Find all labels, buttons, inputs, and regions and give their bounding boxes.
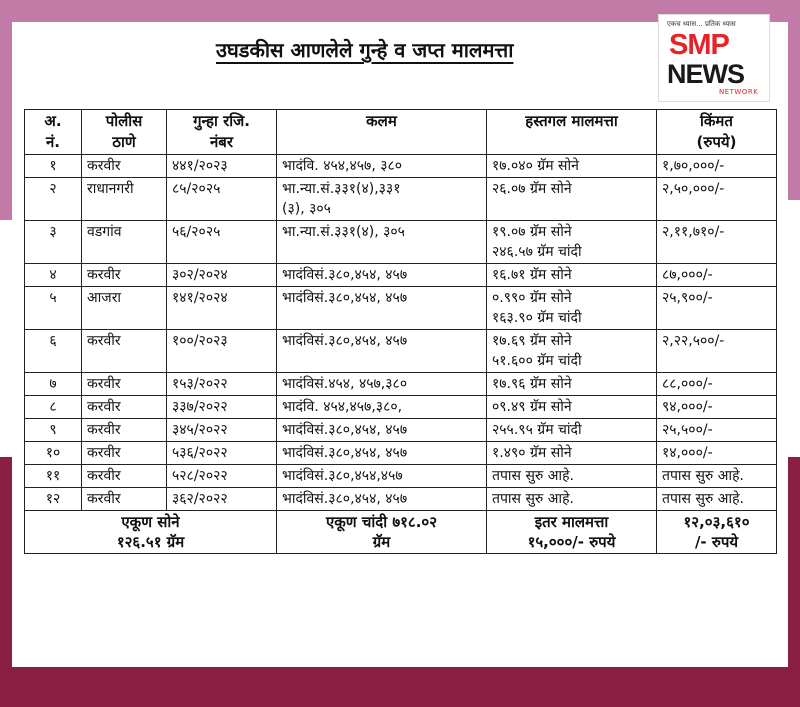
cell-sections-text: भादंविसं.४५४, ४५७,३८० — [282, 376, 408, 392]
cell-sections-text: भा.न्या.सं.३३१(४), ३०५ — [282, 224, 405, 240]
cell-case-number — [167, 221, 277, 264]
cell-value-text: २,५०,०००/- — [662, 181, 725, 197]
header-value — [657, 110, 777, 155]
header-case-number-line: नंबर — [209, 133, 234, 151]
logo-brand-bottom: NEWS — [667, 59, 744, 89]
cell-police-station-text: करवीर — [87, 333, 121, 349]
cell-serial-no — [25, 287, 82, 330]
cell-serial-no-text: ११ — [45, 468, 61, 484]
cell-seized-property-text: २६.०७ ग्रॅम सोने — [492, 181, 572, 197]
cell-case-number — [167, 419, 277, 442]
cell-value — [657, 178, 777, 221]
cell-value-text: तपास सुरु आहे. — [662, 491, 744, 507]
cell-seized-property — [487, 264, 657, 287]
cell-seized-property — [487, 465, 657, 488]
cell-serial-no-text: ७ — [49, 376, 57, 392]
cell-seized-property-text: ०९.४९ ग्रॅम सोने — [492, 399, 572, 415]
cell-value — [657, 465, 777, 488]
cell-value — [657, 330, 777, 373]
cell-seized-property-text: १६.७१ ग्रॅम सोने — [492, 267, 572, 283]
other-property-cell — [487, 511, 657, 554]
cell-serial-no — [25, 373, 82, 396]
total-gold-value: १२६.५१ ग्रॅम — [116, 533, 185, 551]
smp-news-logo — [658, 14, 770, 102]
cell-serial-no — [25, 264, 82, 287]
header-police-station-line: ठाणे — [112, 133, 136, 151]
cell-sections — [277, 264, 487, 287]
cell-serial-no-text: ५ — [49, 290, 57, 306]
cell-sections — [277, 287, 487, 330]
cell-case-number — [167, 488, 277, 511]
header-seized-property — [487, 110, 657, 155]
total-silver-unit: ग्रॅम — [372, 533, 391, 551]
logo-brand-top: SMP — [669, 29, 729, 61]
cell-serial-no — [25, 396, 82, 419]
cell-police-station — [82, 396, 167, 419]
cell-police-station-text: करवीर — [87, 422, 121, 438]
header-seized-property-line: हस्तगल मालमत्ता — [525, 112, 618, 130]
cell-serial-no — [25, 419, 82, 442]
cell-case-number — [167, 178, 277, 221]
cell-seized-property-text: १६३.९० ग्रॅम चांदी — [492, 310, 582, 326]
cell-serial-no-text: ९ — [49, 422, 57, 438]
cell-value-text: ८८,०००/- — [662, 376, 713, 392]
header-case-number — [167, 110, 277, 155]
cell-value-text: २,२२,५००/- — [662, 333, 725, 349]
header-serial-no-line: नं. — [45, 133, 61, 151]
cell-sections-text: (३), ३०५ — [282, 201, 331, 217]
header-police-station — [82, 110, 167, 155]
cell-sections-text: भादंविसं.३८०,४५४, ४५७ — [282, 290, 408, 306]
cell-serial-no — [25, 178, 82, 221]
cell-seized-property-text: १७.९६ ग्रॅम सोने — [492, 376, 572, 392]
cell-seized-property-text: २५५.९५ ग्रॅम चांदी — [492, 422, 582, 438]
cell-serial-no-text: ६ — [49, 333, 57, 349]
cell-case-number-text: १००/२०२३ — [172, 333, 228, 349]
cell-seized-property-text: १७.०४० ग्रॅम सोने — [492, 158, 579, 174]
cell-police-station-text: वडगांव — [87, 224, 122, 240]
cell-value-text: १,७०,०००/- — [662, 158, 725, 174]
cell-serial-no — [25, 465, 82, 488]
table-row — [25, 330, 777, 373]
cell-police-station-text: करवीर — [87, 399, 121, 415]
cell-case-number-text: ८५/२०२५ — [172, 181, 221, 197]
cell-case-number — [167, 287, 277, 330]
cell-police-station-text: करवीर — [87, 491, 121, 507]
cell-sections — [277, 442, 487, 465]
cell-seized-property-text: १७.६९ ग्रॅम सोने — [492, 333, 572, 349]
cell-seized-property — [487, 287, 657, 330]
other-property-label: इतर मालमत्ता — [534, 513, 609, 531]
cell-case-number-text: ४४१/२०२३ — [172, 158, 228, 174]
cell-sections — [277, 330, 487, 373]
cell-police-station — [82, 221, 167, 264]
logo-brand-sub: NETWORK — [719, 88, 759, 96]
cell-police-station-text: करवीर — [87, 445, 121, 461]
table-row — [25, 488, 777, 511]
cell-value-text: ९४,०००/- — [662, 399, 713, 415]
cell-sections-text: भादंविसं.३८०,४५४, ४५७ — [282, 333, 408, 349]
cell-seized-property-text: ५१.६०० ग्रॅम चांदी — [492, 353, 582, 369]
cell-seized-property — [487, 442, 657, 465]
cell-sections-text: भादंविसं.३८०,४५४, ४५७ — [282, 445, 408, 461]
cell-serial-no-text: ३ — [49, 224, 57, 240]
cell-seized-property — [487, 155, 657, 178]
total-gold-cell — [25, 511, 277, 554]
cell-serial-no — [25, 488, 82, 511]
cell-seized-property — [487, 488, 657, 511]
cell-seized-property — [487, 330, 657, 373]
cell-case-number — [167, 465, 277, 488]
cell-police-station-text: करवीर — [87, 267, 121, 283]
cell-case-number-text: ३६२/२०२२ — [172, 491, 228, 507]
cell-serial-no-text: ४ — [49, 267, 57, 283]
cell-sections — [277, 155, 487, 178]
table-row — [25, 465, 777, 488]
cell-seized-property — [487, 419, 657, 442]
cell-police-station — [82, 488, 167, 511]
cell-case-number-text: १४१/२०२४ — [172, 290, 228, 306]
cell-seized-property-text: २४६.५७ ग्रॅम चांदी — [492, 244, 582, 260]
cell-sections — [277, 396, 487, 419]
cell-value-text: २५,९००/- — [662, 290, 713, 306]
cell-police-station-text: करवीर — [87, 468, 121, 484]
cell-value — [657, 221, 777, 264]
grand-total-value: १२,०३,६१० — [683, 513, 750, 531]
cell-seized-property — [487, 373, 657, 396]
cell-police-station — [82, 442, 167, 465]
cell-seized-property — [487, 178, 657, 221]
total-silver-label: एकूण चांदी ७१८.०२ — [325, 513, 438, 531]
header-serial-no — [25, 110, 82, 155]
background-band-bottom-right — [786, 457, 800, 707]
header-police-station-line: पोलीस — [105, 112, 143, 130]
total-silver-cell — [277, 511, 487, 554]
header-serial-no-line: अ. — [44, 112, 62, 130]
table-row — [25, 178, 777, 221]
cell-case-number-text: ३०२/२०२४ — [172, 267, 228, 283]
cell-value — [657, 442, 777, 465]
cell-sections-text: भादंविसं.३८०,४५४, ४५७ — [282, 422, 408, 438]
table-row — [25, 221, 777, 264]
table-row — [25, 287, 777, 330]
cell-case-number-text: ५३६/२०२२ — [172, 445, 228, 461]
cell-serial-no-text: २ — [49, 181, 57, 197]
cell-serial-no-text: १ — [49, 158, 57, 174]
cell-serial-no-text: ८ — [49, 399, 57, 415]
cell-police-station — [82, 465, 167, 488]
cell-serial-no — [25, 330, 82, 373]
cell-seized-property-text: तपास सुरु आहे. — [492, 491, 574, 507]
header-sections — [277, 110, 487, 155]
cell-seized-property — [487, 396, 657, 419]
background-band-left — [0, 0, 12, 220]
cell-value-text: २५,५००/- — [662, 422, 713, 438]
cell-serial-no — [25, 442, 82, 465]
cell-case-number-text: ५२८/२०२२ — [172, 468, 228, 484]
cell-sections — [277, 178, 487, 221]
background-band-bottom — [0, 667, 800, 707]
cell-sections-text: भा.न्या.सं.३३१(४),३३१ — [282, 181, 401, 197]
cell-sections-text: भादंवि. ४५४,४५७,३८०, — [282, 399, 403, 415]
cell-sections — [277, 465, 487, 488]
cell-serial-no — [25, 221, 82, 264]
cell-value — [657, 488, 777, 511]
cell-case-number-text: १५३/२०२२ — [172, 376, 228, 392]
page-title: उघडकीस आणलेले गुन्हे व जप्त मालमत्ता — [216, 38, 514, 62]
cell-police-station — [82, 287, 167, 330]
cell-sections — [277, 221, 487, 264]
cell-case-number — [167, 264, 277, 287]
cell-serial-no-text: १० — [45, 445, 61, 461]
cell-police-station — [82, 419, 167, 442]
other-property-value: १५,०००/- रुपये — [527, 533, 616, 551]
table-row — [25, 264, 777, 287]
table-row — [25, 373, 777, 396]
cell-sections-text: भादंविसं.३८०,४५४, ४५७ — [282, 491, 408, 507]
cell-case-number — [167, 442, 277, 465]
cell-value — [657, 264, 777, 287]
cell-value-text: तपास सुरु आहे. — [662, 468, 744, 484]
cell-seized-property-text: १९.०७ ग्रॅम सोने — [492, 224, 572, 240]
cell-case-number-text: ५६/२०२५ — [172, 224, 221, 240]
cell-serial-no — [25, 155, 82, 178]
cell-police-station-text: आजरा — [87, 290, 122, 306]
cell-police-station — [82, 264, 167, 287]
cell-case-number — [167, 330, 277, 373]
grand-total-cell — [657, 511, 777, 554]
table-row — [25, 419, 777, 442]
cell-police-station — [82, 178, 167, 221]
cell-seized-property — [487, 221, 657, 264]
cell-sections — [277, 419, 487, 442]
cell-case-number — [167, 155, 277, 178]
cell-case-number — [167, 396, 277, 419]
cell-value-text: ८७,०००/- — [662, 267, 713, 283]
cell-case-number-text: ३४५/२०२२ — [172, 422, 228, 438]
cell-case-number — [167, 373, 277, 396]
cell-police-station — [82, 373, 167, 396]
logo-tagline: एकच ध्यास... प्रतिक ध्यास — [667, 20, 736, 28]
table-footer-row — [25, 511, 777, 554]
table-row — [25, 442, 777, 465]
cell-sections-text: भादंविसं.३८०,४५४,४५७ — [282, 468, 403, 484]
cell-sections — [277, 488, 487, 511]
table-row — [25, 396, 777, 419]
cell-seized-property-text: १.४९० ग्रॅम सोने — [492, 445, 572, 461]
cell-value — [657, 155, 777, 178]
header-value-line: किंमत — [700, 112, 733, 130]
cell-serial-no-text: १२ — [45, 491, 61, 507]
cell-sections — [277, 373, 487, 396]
cell-police-station — [82, 330, 167, 373]
header-case-number-line: गुन्हा रजि. — [193, 112, 250, 130]
total-gold-label: एकूण सोने — [121, 513, 180, 531]
header-sections-line: कलम — [366, 112, 397, 130]
cell-seized-property-text: ०.९९० ग्रॅम सोने — [492, 290, 572, 306]
cell-police-station-text: करवीर — [87, 158, 121, 174]
header-value-line: (रुपये) — [696, 133, 737, 151]
cell-seized-property-text: तपास सुरु आहे. — [492, 468, 574, 484]
cell-sections-text: भादंविसं.३८०,४५४, ४५७ — [282, 267, 408, 283]
table-row — [25, 155, 777, 178]
cell-police-station-text: करवीर — [87, 376, 121, 392]
cell-value-text: १४,०००/- — [662, 445, 713, 461]
cell-police-station — [82, 155, 167, 178]
cell-value — [657, 419, 777, 442]
cell-value-text: २,११,७१०/- — [662, 224, 725, 240]
seized-property-table — [24, 109, 777, 554]
grand-total-unit: /- रुपये — [694, 533, 739, 551]
cell-value — [657, 373, 777, 396]
cell-value — [657, 287, 777, 330]
cell-value — [657, 396, 777, 419]
table-header-row — [25, 110, 777, 155]
cell-case-number-text: ३३७/२०२२ — [172, 399, 228, 415]
cell-sections-text: भादंवि. ४५४,४५७, ३८० — [282, 158, 403, 174]
cell-police-station-text: राधानगरी — [87, 181, 134, 197]
